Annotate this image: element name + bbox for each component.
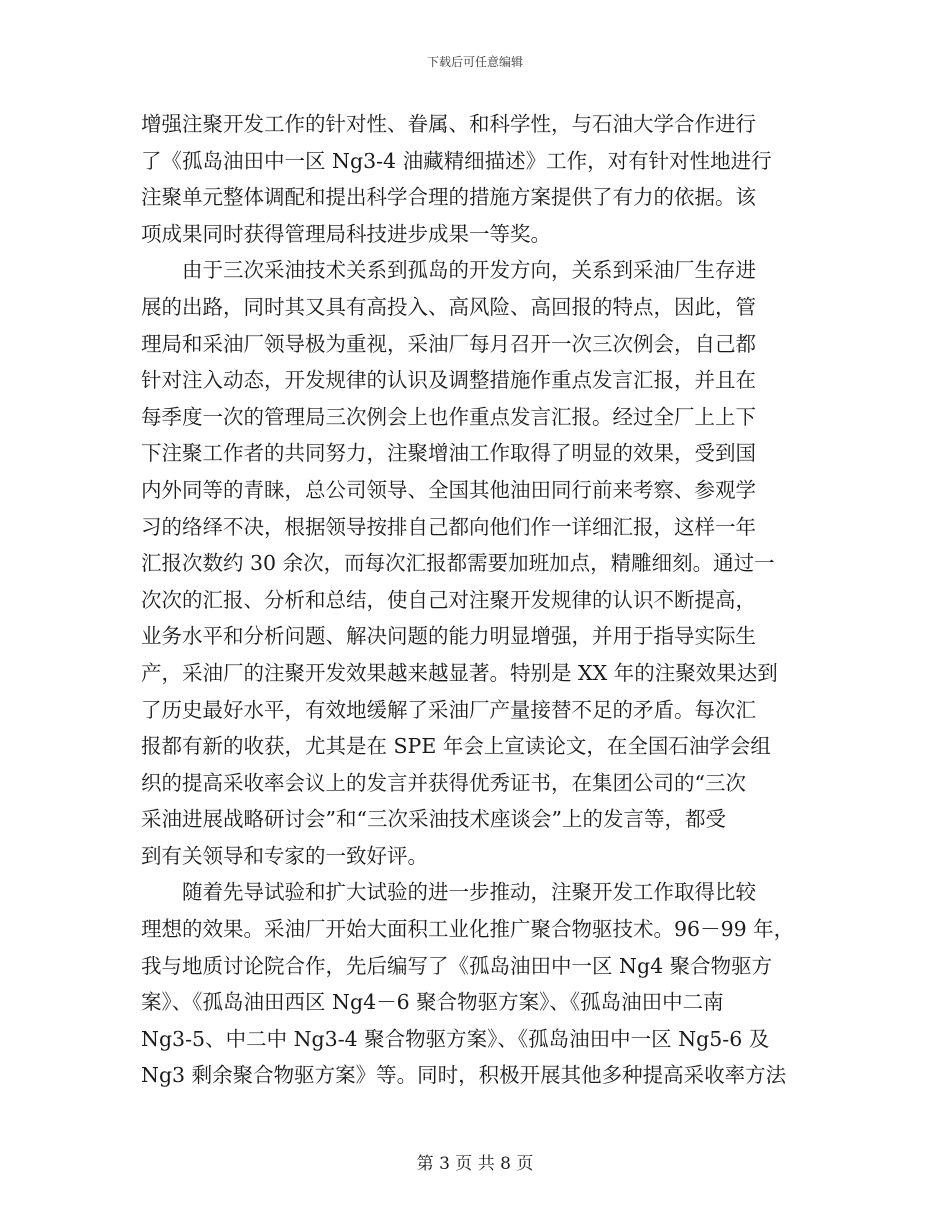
body-line: 了历史最好水平，有效地缓解了采油厂产量接替不足的矛盾。每次汇 (141, 697, 756, 722)
page-number-footer: 第 3 页 共 8 页 (416, 1154, 534, 1174)
body-line: 习的络绎不决，根据领导按排自己都向他们作一详细汇报，这样一年 (141, 514, 756, 539)
body-line: 内外同等的青睐，总公司领导、全国其他油田同行前来考察、参观学 (141, 477, 756, 502)
body-line: 我与地质讨论院合作，先后编写了《孤岛油田中一区 Ng4 聚合物驱方 (141, 953, 773, 978)
body-line: 下注聚工作者的共同努力，注聚增油工作取得了明显的效果，受到国 (141, 441, 756, 466)
body-line: Ng3-5、中二中 Ng3-4 聚合物驱方案》、《孤岛油田中一区 Ng5-6 及 (141, 1026, 770, 1051)
body-line: 理局和采油厂领导极为重视，采油厂每月召开一次三次例会，自己都 (141, 331, 756, 356)
body-line: 项成果同时获得管理局科技进步成果一等奖。 (141, 221, 551, 246)
body-line: 增强注聚开发工作的针对性、眷属、和科学性，与石油大学合作进行 (141, 112, 756, 136)
body-line: 报都有新的收获，尤其是在 SPE 年会上宣读论文，在全国石油学会组 (141, 734, 771, 759)
document-body (141, 106, 809, 1094)
body-line: 每季度一次的管理局三次例会上也作重点发言汇报。经过全厂上上下 (141, 404, 756, 429)
body-line: 理想的效果。采油厂开始大面积工业化推广聚合物驱技术。96－99 年， (141, 917, 795, 942)
page-header: 下载后可任意编辑 (426, 55, 523, 69)
body-line: 织的提高采收率会议上的发言并获得优秀证书，在集团公司的“三次 (141, 770, 746, 795)
body-line: 针对注入动态，开发规律的认识及调整措施作重点发言汇报，并且在 (141, 368, 756, 393)
body-line: 了《孤岛油田中一区 Ng3-4 油藏精细描述》工作，对有针对性地进行 (141, 148, 772, 173)
body-line: 展的出路，同时其又具有高投入、高风险、高回报的特点，因此，管 (141, 294, 756, 319)
body-line: 由于三次采油技术关系到孤岛的开发方向，关系到采油厂生存进 (182, 258, 756, 283)
body-line: 随着先导试验和扩大试验的进一步推动，注聚开发工作取得比较 (182, 880, 756, 905)
body-line: 产，采油厂的注聚开发效果越来越显著。特别是 XX 年的注聚效果达到 (141, 660, 778, 685)
body-line: 次次的汇报、分析和总结，使自己对注聚开发规律的认识不断提高， (141, 587, 756, 612)
body-line: 到有关领导和专家的一致好评。 (141, 843, 428, 868)
body-line: 注聚单元整体调配和提出科学合理的措施方案提供了有力的依据。该 (141, 185, 756, 210)
body-line: 采油进展战略研讨会”和“三次采油技术座谈会”上的发言等，都受 (141, 807, 726, 832)
body-line: 汇报次数约 30 余次，而每次汇报都需要加班加点，精雕细刻。通过一 (141, 551, 775, 576)
body-line: 业务水平和分析问题、解决问题的能力明显增强，并用于指导实际生 (141, 624, 756, 649)
body-line: 案》、《孤岛油田西区 Ng4－6 聚合物驱方案》、《孤岛油田中二南 (141, 990, 724, 1015)
body-line: Ng3 剩余聚合物驱方案》等。同时，积极开展其他多种提高采收率方法 (141, 1063, 787, 1088)
